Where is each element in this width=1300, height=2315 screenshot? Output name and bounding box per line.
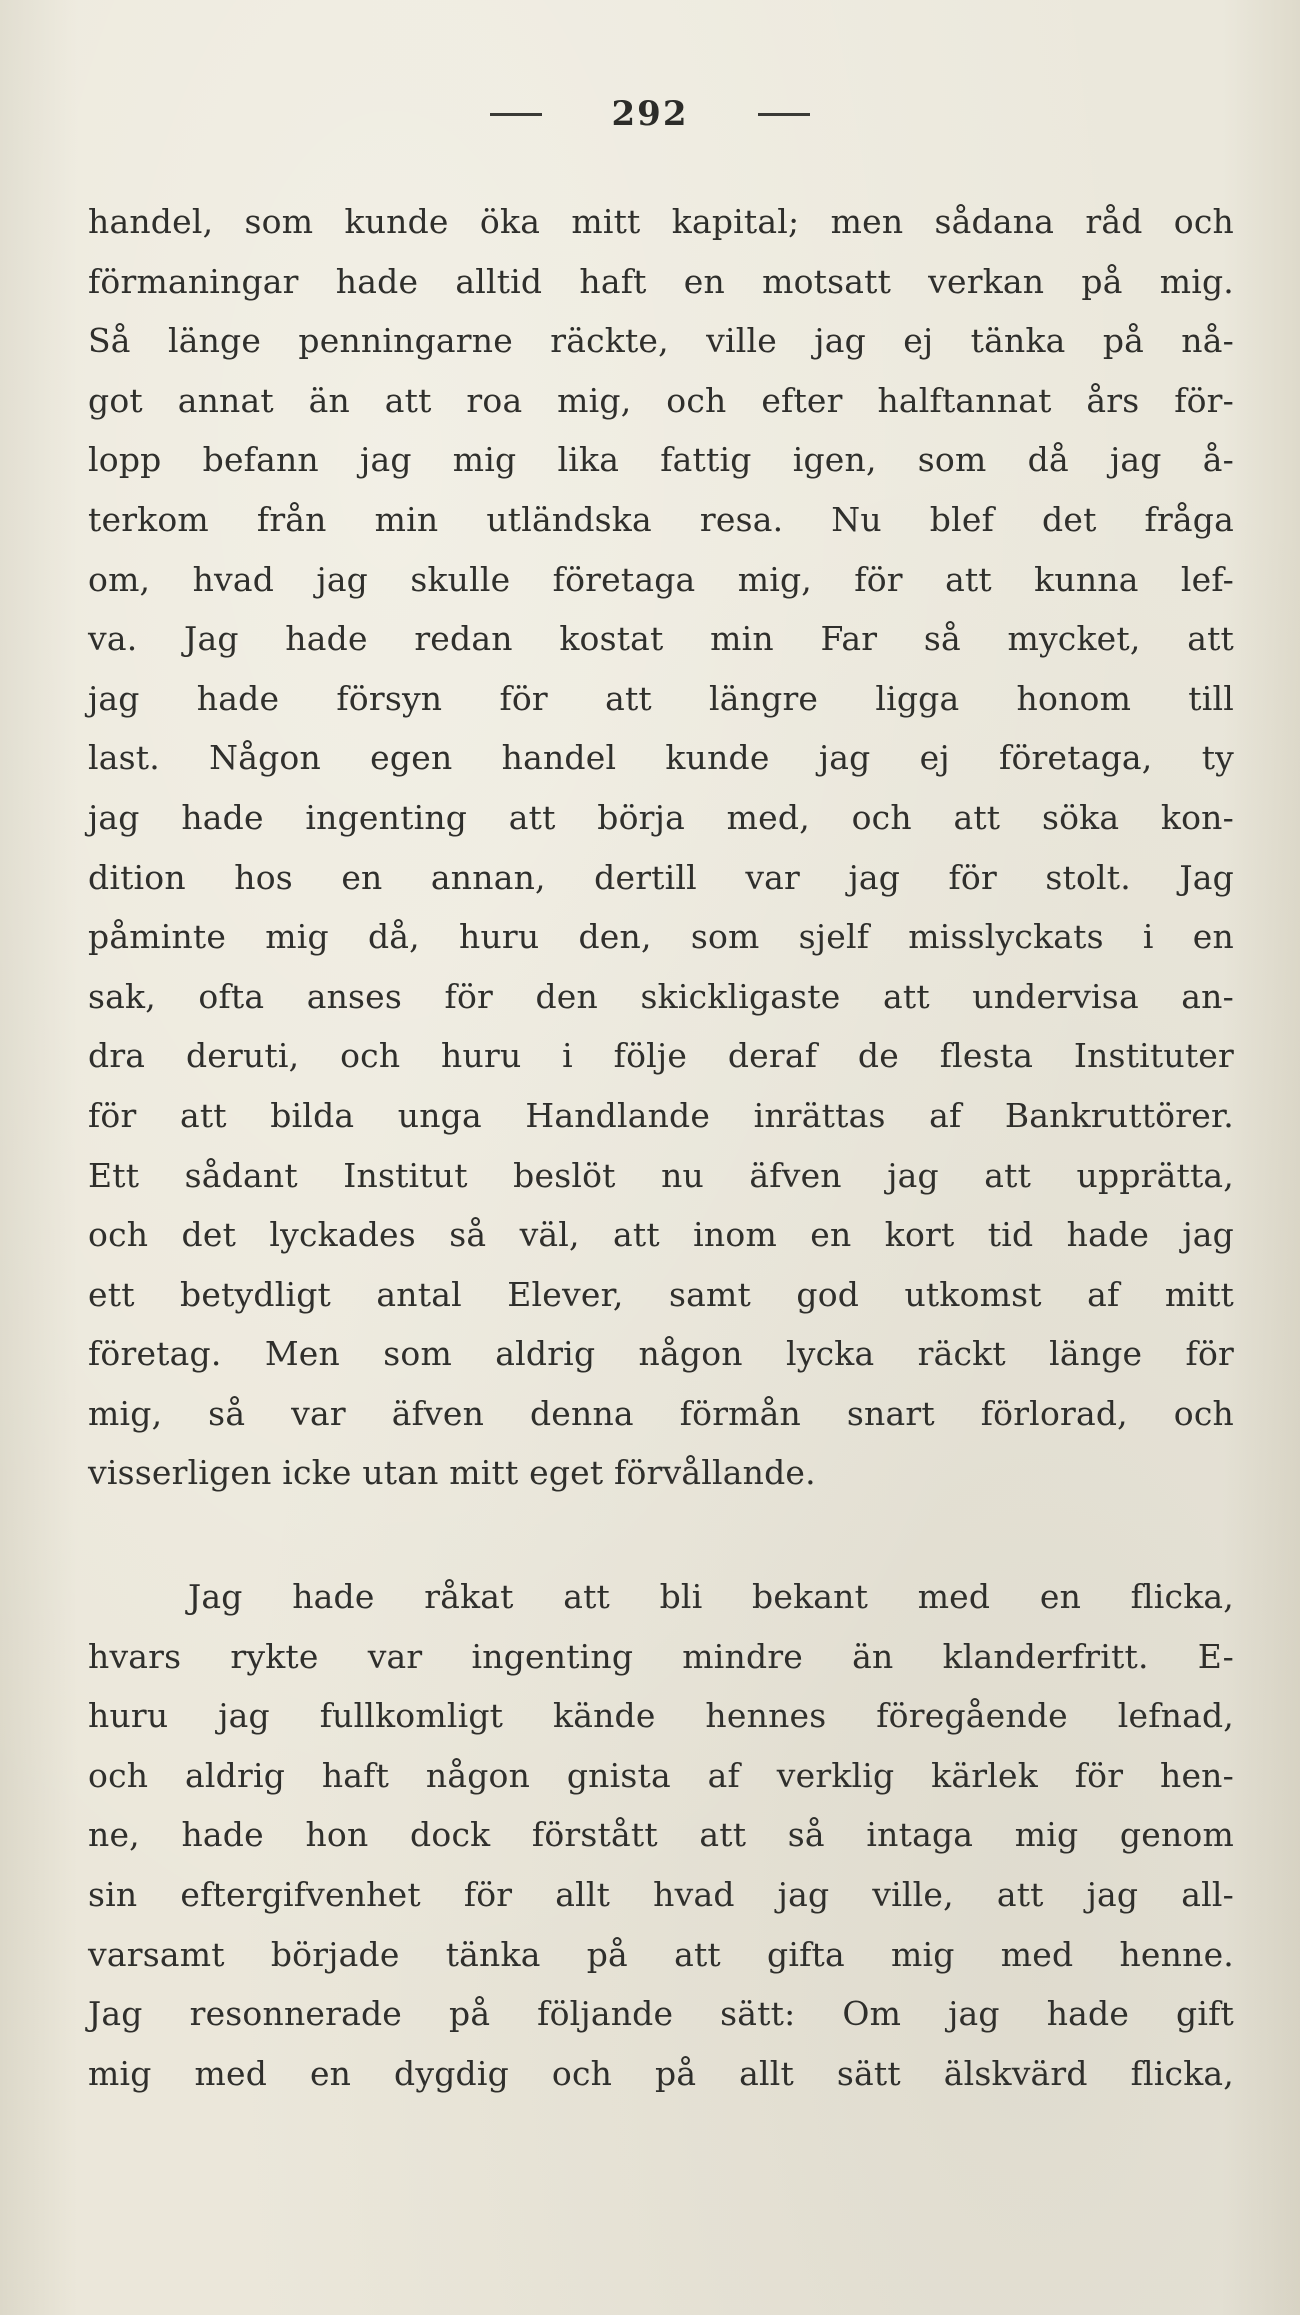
text-line: mig, så var äfven denna förmån snart förlorad, och [88, 1393, 1234, 1433]
text-line: mig med en dygdig och på allt sätt älskvärd flicka, [88, 2053, 1234, 2093]
text-line: påminte mig då, huru den, som sjelf misslyckats i en [88, 917, 1234, 957]
page-header [0, 84, 1300, 144]
text-line: sak, ofta anses för den skickligaste att undervisa an- [88, 976, 1234, 1016]
text-line: sin eftergifvenhet för allt hvad jag ville, att jag all- [88, 1874, 1234, 1914]
page-number: 292 [611, 94, 689, 134]
text-line: för att bilda unga Handlande inrättas af Bankruttörer. [88, 1095, 1234, 1135]
text-line: om, hvad jag skulle företaga mig, för att kunna lef- [88, 559, 1234, 599]
text-line: hvars rykte var ingenting mindre än klanderfritt. E- [88, 1636, 1234, 1676]
header-dash-left [490, 113, 542, 116]
header-dash-right [758, 113, 810, 116]
text-line: last. Någon egen handel kunde jag ej företaga, ty [88, 738, 1234, 778]
text-line: visserligen icke utan mitt eget förvållande. [88, 1453, 816, 1493]
text-line: jag hade försyn för att längre ligga honom till [88, 678, 1234, 718]
text-line: got annat än att roa mig, och efter halftannat års för- [88, 380, 1234, 420]
text-line: Jag resonnerade på följande sätt: Om jag hade gift [88, 1994, 1234, 2034]
text-line: lopp befann jag mig lika fattig igen, som då jag å- [88, 440, 1234, 480]
text-line: Jag hade råkat att bli bekant med en flicka, [188, 1577, 1234, 1616]
text-line: dra deruti, och huru i följe deraf de flesta Instituter [88, 1036, 1234, 1076]
text-line: terkom från min utländska resa. Nu blef det fråga [88, 499, 1234, 539]
text-line: jag hade ingenting att börja med, och att söka kon- [88, 797, 1234, 837]
text-line: ne, hade hon dock förstått att så intaga mig genom [88, 1815, 1234, 1855]
text-line: varsamt började tänka på att gifta mig med henne. [88, 1934, 1234, 1974]
text-line: företag. Men som aldrig någon lycka räckt länge för [88, 1334, 1234, 1374]
text-line: Ett sådant Institut beslöt nu äfven jag att upprätta, [88, 1155, 1234, 1195]
text-line: ett betydligt antal Elever, samt god utkomst af mitt [88, 1274, 1234, 1314]
text-line: förmaningar hade alltid haft en motsatt verkan på mig. [88, 261, 1234, 301]
text-line: och det lyckades så väl, att inom en kort tid hade jag [88, 1215, 1234, 1255]
text-line: huru jag fullkomligt kände hennes föregående lefnad, [88, 1696, 1234, 1736]
paragraph-2 [88, 1567, 1234, 2103]
text-line: Så länge penningarne räckte, ville jag ej tänka på nå- [88, 321, 1234, 361]
text-line: och aldrig haft någon gnista af verklig kärlek för hen- [88, 1755, 1234, 1795]
text-line: va. Jag hade redan kostat min Far så mycket, att [88, 619, 1234, 659]
text-line: handel, som kunde öka mitt kapital; men sådana råd och [88, 202, 1234, 241]
text-line: dition hos en annan, dertill var jag för stolt. Jag [88, 857, 1234, 897]
paragraph-1 [88, 192, 1234, 1503]
